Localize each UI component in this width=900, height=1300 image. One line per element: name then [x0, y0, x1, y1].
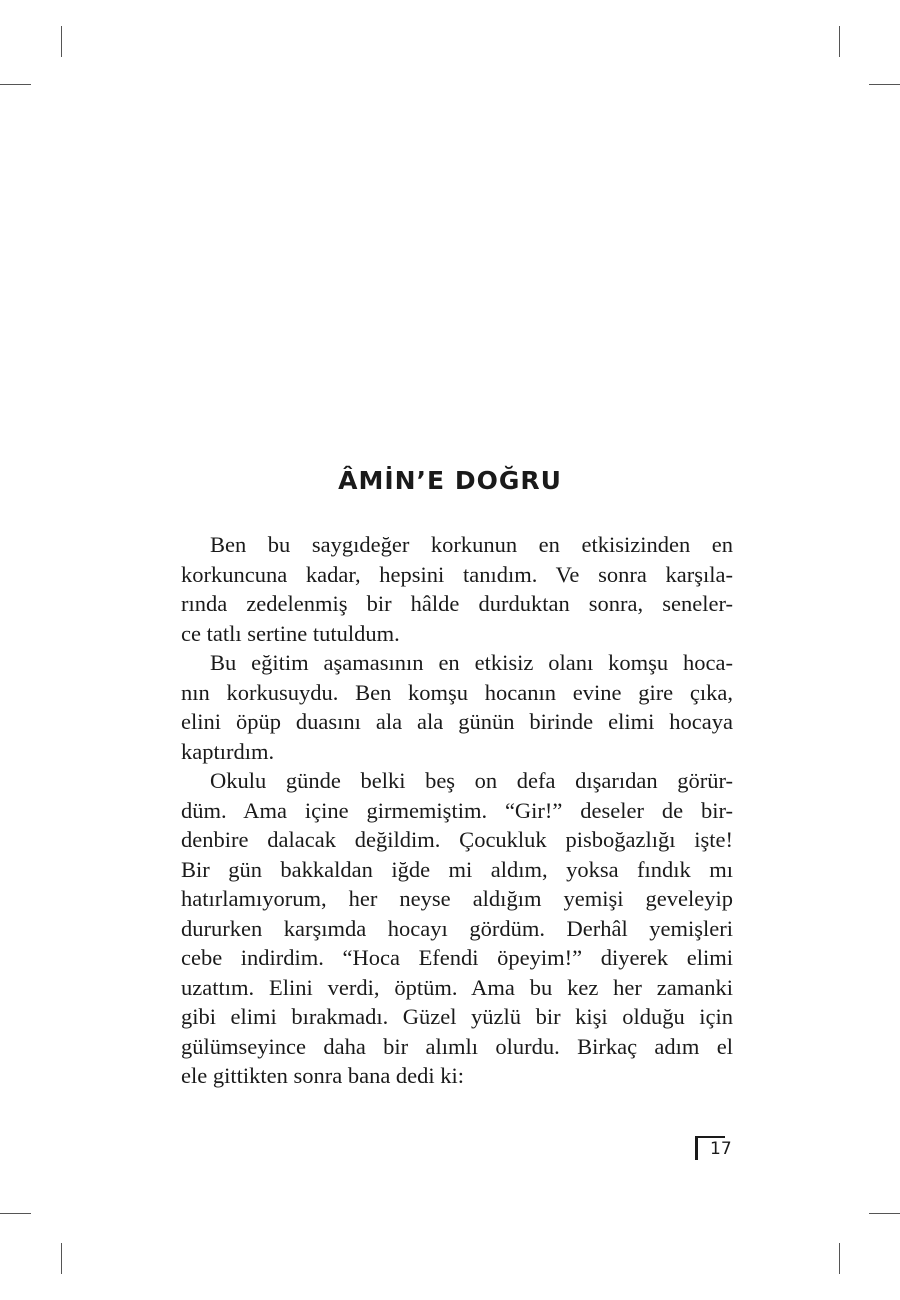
crop-mark-top-left [61, 26, 62, 57]
crop-mark-top-left-h [0, 84, 31, 85]
text-line: cebe indirdim. “Hoca Efendi öpeyim!” diyerek elimi [181, 945, 733, 970]
paragraph [181, 648, 733, 766]
text-line: rında zedelenmiş bir hâlde durduktan sonra, seneler- [181, 591, 733, 616]
crop-mark-top-right [839, 26, 840, 57]
body-text [181, 530, 733, 1091]
page-marker-rule [695, 1136, 725, 1138]
crop-mark-bottom-left [61, 1243, 62, 1274]
text-line: gibi elimi bırakmadı. Güzel yüzlü bir kişi olduğu için [181, 1004, 733, 1029]
crop-mark-top-right-h [869, 84, 900, 85]
text-line: denbire dalacak değildim. Çocukluk pisboğazlığı işte! [181, 827, 733, 852]
paragraph [181, 530, 733, 648]
crop-mark-bottom-right-h [869, 1213, 900, 1214]
text-line: Ben bu saygıdeğer korkunun en etkisizinden en [210, 532, 733, 557]
crop-mark-bottom-left-h [0, 1213, 31, 1214]
text-line: nın korkusuydu. Ben komşu hocanın evine gire çıka, [181, 679, 733, 705]
text-line: ele gittikten sonra bana dedi ki: [181, 1063, 465, 1088]
text-line: korkuncuna kadar, hepsini tanıdım. Ve sonra karşıla- [181, 561, 733, 587]
text-line: Bir gün bakkaldan iğde mi aldım, yoksa fındık mı [181, 856, 733, 882]
text-line: Bu eğitim aşamasının en etkisiz olanı komşu hoca- [210, 650, 733, 675]
text-line: gülümseyince daha bir alımlı olurdu. Birkaç adım el [181, 1033, 733, 1059]
text-line: hatırlamıyorum, her neyse aldığım yemişi geveleyip [181, 886, 733, 911]
text-line: ce tatlı sertine tutuldum. [181, 620, 400, 646]
text-line: uzattım. Elini verdi, öptüm. Ama bu kez her zamanki [181, 974, 733, 1000]
text-line: kaptırdım. [181, 738, 275, 764]
page-number: 17 [710, 1139, 732, 1159]
paragraph [181, 766, 733, 1091]
text-line: elini öpüp duasını ala ala günün birinde elimi hocaya [181, 709, 733, 734]
page-marker-bar [695, 1136, 698, 1160]
text-line: dururken karşımda hocayı gördüm. Derhâl yemişleri [181, 915, 733, 941]
text-line: Okulu günde belki beş on defa dışarıdan görür- [210, 768, 733, 793]
chapter-title: ÂMİN’E DOĞRU [338, 466, 562, 495]
text-line: düm. Ama içine girmemiştim. “Gir!” deseler de bir- [181, 797, 733, 823]
page-number-marker [695, 1136, 732, 1160]
crop-mark-bottom-right [839, 1243, 840, 1274]
